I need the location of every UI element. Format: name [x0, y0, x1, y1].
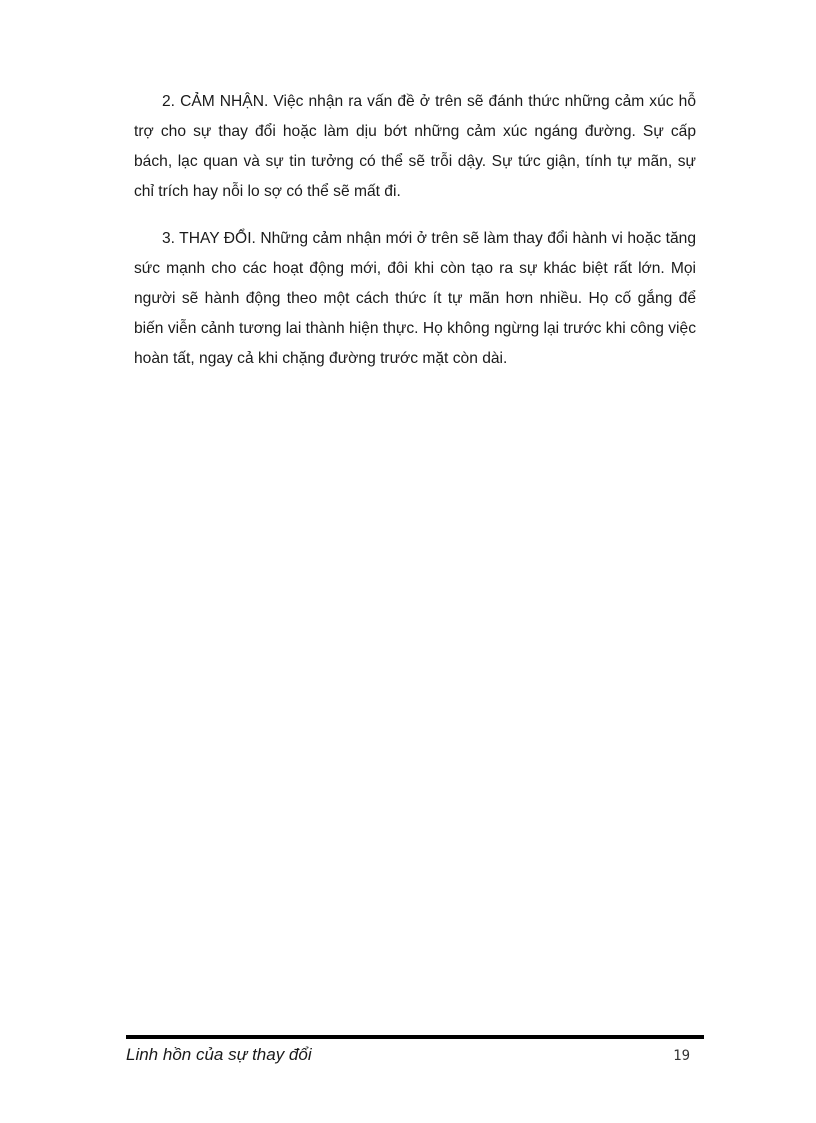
page-number: 19	[673, 1048, 690, 1064]
footer-divider	[126, 1035, 704, 1039]
footer-book-title: Linh hồn của sự thay đổi	[126, 1045, 312, 1064]
page-body	[134, 87, 696, 391]
paragraph-feel: 2. CẢM NHẬN. Việc nhận ra vấn đề ở trên sẽ đánh thức những cảm xúc hỗ trợ cho sự thay đổi hoặc làm dịu bớt những cảm xúc ngáng đường. Sự cấp bách, lạc quan và sự tin tưởng có thể sẽ trỗi dậy. Sự tức giận, tính tự mãn, sự chỉ trích hay nỗi lo sợ có thể sẽ mất đi.	[134, 93, 696, 200]
paragraph-change: 3. THAY ĐỔI. Những cảm nhận mới ở trên sẽ làm thay đổi hành vi hoặc tăng sức mạnh cho các hoạt động mới, đôi khi còn tạo ra sự khác biệt rất lớn. Mọi người sẽ hành động theo một cách thức ít tự mãn hơn nhiều. Họ cố gắng để biến viễn cảnh tương lai thành hiện thực. Họ không ngừng lại trước khi công việc hoàn tất, ngay cả khi chặng đường trước mặt còn dài.	[134, 230, 696, 367]
